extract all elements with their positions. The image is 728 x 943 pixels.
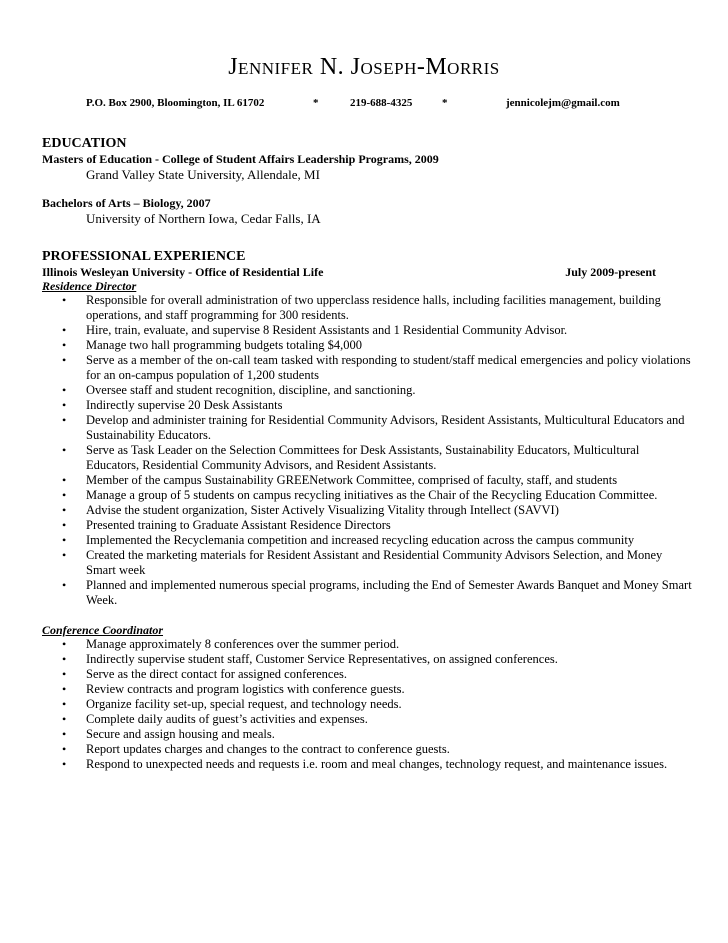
role-title: Conference Coordinator <box>42 623 164 637</box>
experience-heading: PROFESSIONAL EXPERIENCE <box>42 249 246 264</box>
duty-item <box>42 652 692 667</box>
duty-text: Planned and implemented numerous special programs, including the End of Semester Awards Banquet and Money Smart Week. <box>86 578 692 607</box>
duty-text: Report updates charges and changes to the contract to conference guests. <box>86 742 450 756</box>
bullet-icon: • <box>62 473 67 487</box>
duty-item <box>42 398 692 413</box>
bullet-icon: • <box>62 293 67 307</box>
duty-item <box>42 548 692 578</box>
duty-item <box>42 578 692 608</box>
education-heading: EDUCATION <box>42 136 127 151</box>
bullet-icon: • <box>62 578 67 592</box>
duty-item <box>42 697 692 712</box>
bullet-icon: • <box>62 488 67 502</box>
bullet-icon: • <box>62 757 67 771</box>
school-name: Grand Valley State University, Allendale, MI <box>86 167 320 182</box>
duty-text: Complete daily audits of guest’s activities and expenses. <box>86 712 368 726</box>
duty-item <box>42 503 692 518</box>
bullet-icon: • <box>62 682 67 696</box>
role-title: Residence Director <box>42 279 137 293</box>
duty-text: Manage two hall programming budgets totaling $4,000 <box>86 338 362 352</box>
duty-text: Organize facility set-up, special request, and technology needs. <box>86 697 402 711</box>
duty-item <box>42 488 692 503</box>
duty-item <box>42 323 692 338</box>
duty-item <box>42 727 692 742</box>
bullet-icon: • <box>62 652 67 666</box>
duty-text: Manage approximately 8 conferences over the summer period. <box>86 637 400 651</box>
bullet-icon: • <box>62 323 67 337</box>
organization-row <box>42 265 692 279</box>
duty-text: Responsible for overall administration of two upperclass residence halls, including facilities management, building operations, and staff programming for 300 residents. <box>86 293 661 322</box>
bullet-icon: • <box>62 353 67 367</box>
duty-item <box>42 383 692 398</box>
duty-text: Indirectly supervise 20 Desk Assistants <box>86 398 283 412</box>
duty-text: Hire, train, evaluate, and supervise 8 Resident Assistants and 1 Residential Community Advisor. <box>86 323 568 337</box>
duty-item <box>42 443 692 473</box>
bullet-icon: • <box>62 742 67 756</box>
duty-item <box>42 757 692 772</box>
contact-phone: 219-688-4325 <box>350 97 413 109</box>
degree-title: Bachelors of Arts – Biology, 2007 <box>42 196 211 210</box>
bullet-icon: • <box>62 398 67 412</box>
duty-text: Serve as the direct contact for assigned conferences. <box>86 667 347 681</box>
duty-item <box>42 518 692 533</box>
degree-title: Masters of Education - College of Student Affairs Leadership Programs, 2009 <box>42 152 439 166</box>
duty-text: Manage a group of 5 students on campus recycling initiatives as the Chair of the Recycling Education Committee. <box>86 488 658 502</box>
duty-item <box>42 637 692 652</box>
bullet-icon: • <box>62 533 67 547</box>
duty-item <box>42 353 692 383</box>
bullet-icon: • <box>62 697 67 711</box>
duty-item <box>42 473 692 488</box>
bullet-icon: • <box>62 637 67 651</box>
duty-text: Presented training to Graduate Assistant Residence Directors <box>86 518 391 532</box>
contact-email: jennicolejm@gmail.com <box>506 97 620 109</box>
duty-text: Respond to unexpected needs and requests i.e. room and meal changes, technology request, and maintenance issues. <box>86 757 668 771</box>
duty-text: Serve as Task Leader on the Selection Committees for Desk Assistants, Sustainability Educators, Multicultural Educators, Residential Community Advisors, and Resident Assistants. <box>86 443 640 472</box>
bullet-icon: • <box>62 518 67 532</box>
school-name: University of Northern Iowa, Cedar Falls, IA <box>86 211 321 226</box>
duty-text: Created the marketing materials for Resident Assistant and Residential Community Advisors Selection, and Money Smart week <box>86 548 663 577</box>
resume-body <box>42 136 692 772</box>
duty-item <box>42 712 692 727</box>
duty-text: Member of the campus Sustainability GREENetwork Committee, comprised of faculty, staff, and students <box>86 473 618 487</box>
bullet-icon: • <box>62 503 67 517</box>
duty-list <box>42 293 692 608</box>
duty-text: Develop and administer training for Residential Community Advisors, Resident Assistants, Multicultural Educators and Sustainability Educators. <box>86 413 685 442</box>
contact-separator: * <box>313 97 319 109</box>
bullet-icon: • <box>62 548 67 562</box>
duty-item <box>42 338 692 353</box>
resume-name: Jennifer N. Joseph-Morris <box>228 54 500 80</box>
duty-text: Review contracts and program logistics with conference guests. <box>86 682 405 696</box>
duty-text: Implemented the Recyclemania competition and increased recycling education across the campus community <box>86 533 635 547</box>
duty-item <box>42 742 692 757</box>
bullet-icon: • <box>62 338 67 352</box>
duty-item <box>42 413 692 443</box>
employment-dates: July 2009-present <box>565 265 656 279</box>
contact-separator: * <box>442 97 448 109</box>
duty-item <box>42 682 692 697</box>
duty-item <box>42 667 692 682</box>
contact-address: P.O. Box 2900, Bloomington, IL 61702 <box>86 97 265 109</box>
duty-item <box>42 533 692 548</box>
bullet-icon: • <box>62 712 67 726</box>
duty-text: Oversee staff and student recognition, discipline, and sanctioning. <box>86 383 416 397</box>
duty-text: Advise the student organization, Sister Actively Visualizing Vitality through Intellect (SAVVI) <box>86 503 559 517</box>
bullet-icon: • <box>62 383 67 397</box>
organization-name: Illinois Wesleyan University - Office of Residential Life <box>42 265 324 279</box>
duty-text: Indirectly supervise student staff, Customer Service Representatives, on assigned conferences. <box>86 652 558 666</box>
bullet-icon: • <box>62 413 67 427</box>
bullet-icon: • <box>62 727 67 741</box>
duty-list <box>42 637 692 772</box>
bullet-icon: • <box>62 667 67 681</box>
duty-text: Serve as a member of the on-call team tasked with responding to student/staff medical emergencies and policy violations for an on-campus population of 1,200 students <box>86 353 691 382</box>
duty-text: Secure and assign housing and meals. <box>86 727 275 741</box>
bullet-icon: • <box>62 443 67 457</box>
duty-item <box>42 293 692 323</box>
